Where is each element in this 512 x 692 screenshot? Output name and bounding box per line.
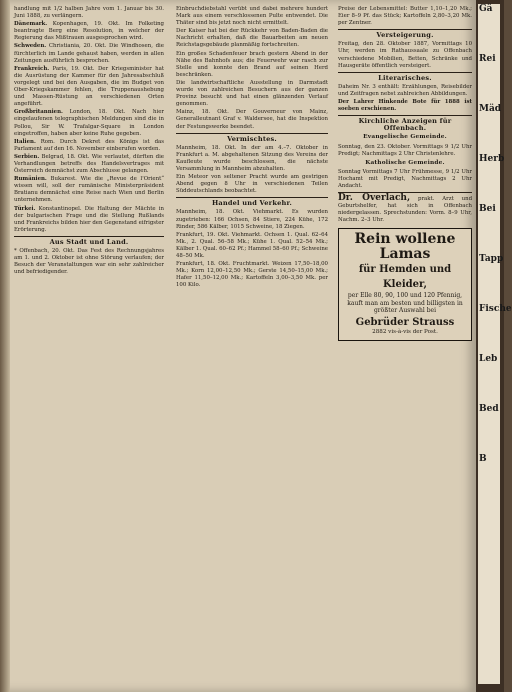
market-report: Mannheim, 18. Okt. Viehmarkt. Es wurden zugetrieben: 166 Ochsen, 84 Stiere, 224 Kühe, 172 Rinder, 586 Kälber, 1015 Schweine, 18 Ziegen. xyxy=(176,209,328,230)
edge-word: Tapp xyxy=(479,254,504,264)
market-report: Frankfurt, 18. Okt. Fruchtmarkt. Weizen 17,50–18,00 Mk.; Korn 12,00–12,50 Mk.; Gerste 14,50–15,00 Mk.; Hafer 11,50–12,00 Mk.; Kartoffeln 3,00–3,50 Mk. per 100 Kilo. xyxy=(176,261,328,289)
doctor-name: Dr. Overlach, xyxy=(338,193,411,204)
market-report: Frankfurt, 19. Okt. Viehmarkt. Ochsen 1. Qual. 62–64 Mk., 2. Qual. 56–58 Mk.; Kühe 1. Qual. 52–54 Mk.; Kälber 1. Qual. 60–62 Pf.; Hammel 58–60 Pf.; Schweine 48–50 Mk. xyxy=(176,231,328,259)
left-opening: handlung mit 1/2 halben Jahre vom 1. Januar bis 30. Juni 1888, zu verlängern. xyxy=(14,6,164,20)
section-heading: Kirchliche Anzeigen für Offenbach. xyxy=(358,117,452,133)
news-item: Dänemark. Kopenhagen, 19. Okt. Im Folketing beantragte Berg eine Resolution, in welcher der Regierung das Mißtrauen ausgesprochen wird. xyxy=(14,21,165,42)
adjacent-page-edge xyxy=(476,0,512,692)
news-item: Frankreich. Paris, 19. Okt. Der Kriegsminister hat die Ausrüstung der Kammer für den Jahresabschluß vorgelegt und bei den Ausgaben, die im Budget von Ober-Kriegskammer fehlen, die Truppenaushebung und Massen-Rüstung an verschiedenen Orten angeführt. xyxy=(14,65,165,108)
auction-notice: Freitag, den 28. Oktober 1887, Vormittags 10 Uhr, werden im Rathaussaale zu Offenbach verschiedene Mobilien, Betten, Schränke und Hausgeräte öffentlich versteigert. xyxy=(338,41,472,69)
edge-word: Herb xyxy=(479,154,505,164)
page-binding xyxy=(0,0,10,692)
ad-line: größter Auswahl bei xyxy=(373,307,437,315)
news-item: Serbien. Belgrad, 18. Okt. Wie verlautet, dürften die Verhandlungen betreffs des Handelsvertrages mit Österreich demnächst zum Abschlusse gelangen. xyxy=(14,153,164,175)
divider xyxy=(338,29,472,30)
edge-word: B xyxy=(479,454,487,464)
news-item: Die landwirtschaftliche Ausstellung in Darmstadt wurde von zahlreichen Besuchern aus der ganzen Provinz besucht und hat einen glänzenden Verlauf genommen. xyxy=(176,79,328,108)
edge-word: Rei xyxy=(479,54,496,64)
ad-line: kauft man am besten und billigsten in xyxy=(347,299,463,307)
news-item: Großbritannien. London, 18. Okt. Nach hier eingelaufenen telegraphischen Meldungen sind die in Pollou, Sir W. Trafalgar-Square in London eingetroffen, haben aber keine Ruhe gegeben. xyxy=(14,109,164,137)
divider xyxy=(14,236,164,237)
adjacent-page-strip xyxy=(478,4,512,684)
edge-word: Bed xyxy=(479,404,499,414)
left-column xyxy=(14,6,164,686)
calendar-notice: Der Lahrer Hinkende Bote für 1888 ist soeben erschienen. xyxy=(338,99,472,113)
section-heading: Handel und Verkehr. xyxy=(211,199,293,208)
doctor-text: prakt. Arzt und Geburtshelfer, hat sich in Offenbach niedergelassen. Sprechstunden: Vorm. 8–9 Uhr, Nachm. 2–3 Uhr. xyxy=(338,196,473,224)
literature-notice: Daheim Nr. 3 enthält: Erzählungen, Reisebilder und Zeitfragen nebst zahlreichen Abbildungen. xyxy=(338,83,472,97)
edge-word: Bei xyxy=(479,204,496,214)
news-item: Der Kaiser hat bei der Rückkehr von Baden-Baden die Nachricht erhalten, daß die Bauarbeiten am neuen Reichstagsgebäude planmäßig fortschreiten. xyxy=(176,28,328,49)
ad-title: Rein wollene Lamas xyxy=(354,231,456,263)
news-item: Türkei. Konstantinopel. Die Haltung der Mächte in der bulgarischen Frage und die Stellung Rußlands und Frankreichs bilden hier den Gegenstand eifrigster Erörterung. xyxy=(14,205,164,233)
middle-opening: Einbruchdiebstahl verübt und dabei mehrere hundert Mark aus einem verschlossenen Pulte entwendet. Die Thäter sind bis jetzt noch nicht ermittelt. xyxy=(176,6,328,27)
ad-number: 2882 xyxy=(372,328,387,335)
ad-place: 2882 vis-à-vis der Post. xyxy=(372,328,438,335)
local-news: * Offenbach, 20. Okt. Das Fest des Rechnungsjahres am 1. und 2. Oktober ist ohne Störung verlaufen; der Besuch der Veranstaltungen war ein sehr zahlreicher und befriedigender. xyxy=(14,248,164,276)
divider xyxy=(176,133,328,134)
advertisement xyxy=(338,228,472,340)
edge-word: Leb xyxy=(479,354,498,364)
news-item: Mannheim, 18. Okt. In der am 4.–7. Oktober in Frankfurt a. M. abgehaltenen Sitzung des Vereins der Kaufleute wurde beschlossen, die nächste Versammlung in Mannheim abzuhalten. xyxy=(176,144,328,172)
subheading: Katholische Gemeinde. xyxy=(365,159,445,166)
right-opening: Preise der Lebensmittel: Butter 1,10–1,20 Mk.; Eier 8–9 Pf. das Stück; Kartoffeln 2,80–3,20 Mk. per Zentner. xyxy=(338,6,472,27)
divider xyxy=(176,197,328,198)
middle-column xyxy=(176,6,328,686)
edge-word: Fische xyxy=(479,304,512,314)
church-notice: Sonntag Vormittags 7 Uhr Frühmesse, 9 1/2 Uhr Hochamt mit Predigt, Nachmittags 2 Uhr Andacht. xyxy=(338,168,472,189)
news-item: Schweden. Christiania, 20. Okt. Die Windhosen, die fürchterlich im Lande gehaust haben, werden in allen Zeitungen ausführlich besprochen. xyxy=(14,43,164,64)
right-column xyxy=(338,6,472,686)
section-heading: Literarisches. xyxy=(378,73,432,82)
edge-word: Gä xyxy=(479,4,493,14)
divider xyxy=(338,72,472,73)
edge-word: Mäd xyxy=(479,104,502,114)
section-heading: Vermischtes. xyxy=(227,134,277,143)
church-notice: Sonntag, den 23. Oktober. Vormittags 9 1/2 Uhr Predigt; Nachmittags 2 Uhr Christenlehre. xyxy=(338,143,472,157)
news-item: Italien. Rom. Durch Dekret des Königs ist das Parlament auf den 16. November einberufen worden. xyxy=(14,138,164,152)
news-item: Mainz, 18. Okt. Der Gouverneur von Mainz, Generalleutnant Graf v. Waldersee, hat die Inspektion der Festungswerke beendet. xyxy=(176,109,328,130)
news-item: Ein Meteor von seltener Pracht wurde am gestrigen Abend gegen 8 Uhr in verschiedenen Teilen Süddeutschlands beobachtet. xyxy=(176,174,328,195)
divider xyxy=(338,115,472,116)
news-item: Rumänien. Bukarest. Wie die „Revue de l'Orient“ wissen will, soll der rumänische Ministerpräsident Bratianu demnächst eine Reise nach Wien und Berlin unternehmen. xyxy=(14,176,165,204)
section-heading: Aus Stadt und Land. xyxy=(49,237,129,246)
ad-line: per Elle 80, 90, 100 und 120 Pfennig, xyxy=(347,292,463,300)
section-heading: Versteigerung. xyxy=(376,31,434,40)
subheading: Evangelische Gemeinde. xyxy=(363,134,447,141)
news-item: Ein großes Schadenfeuer brach gestern Abend in der Nähe des Bahnhofs aus; die Feuerwehr war rasch zur Stelle und konnte den Brand auf seinen Herd beschränken. xyxy=(176,50,328,78)
ad-firm: Gebrüder Strauss xyxy=(355,316,455,328)
ad-subtitle: für Hemden und Kleider, xyxy=(358,264,452,291)
doctor-notice xyxy=(338,195,472,224)
